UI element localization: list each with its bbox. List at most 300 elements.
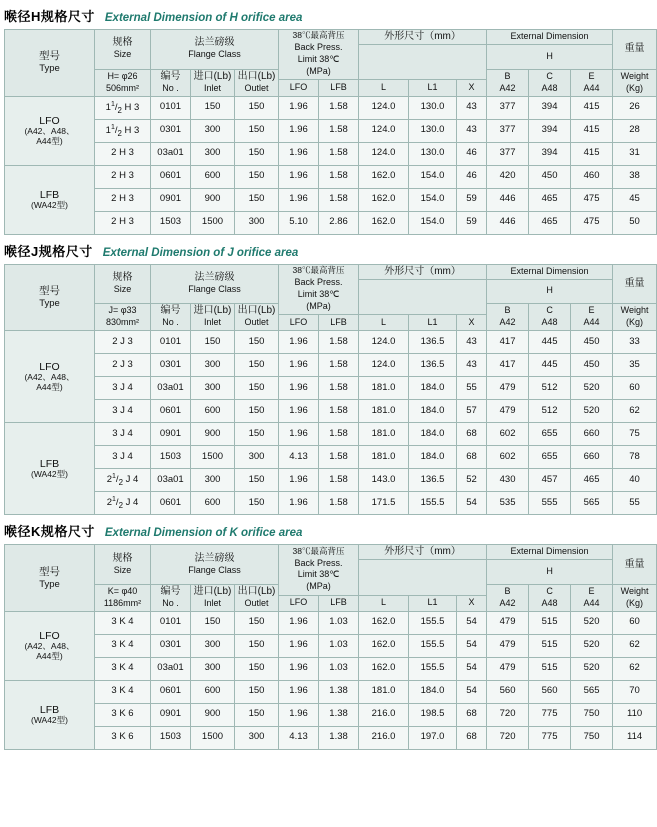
header-back-pressure: 38℃最高背压 Back Press. Limit 38℃ (MPa) <box>279 545 359 595</box>
row-type-group: LFO (A42、A48、 A44型) <box>5 331 95 423</box>
cell-b: 479 <box>487 377 529 400</box>
cell-c: 445 <box>529 331 571 354</box>
cell-l: 216.0 <box>359 703 409 726</box>
cell-lfb: 1.58 <box>319 446 359 469</box>
cell-inlet: 300 <box>191 119 235 142</box>
cell-lfb: 1.58 <box>319 188 359 211</box>
cell-x: 46 <box>457 165 487 188</box>
cell-lfb: 1.58 <box>319 354 359 377</box>
cell-l: 162.0 <box>359 657 409 680</box>
cell-lfb: 1.58 <box>319 142 359 165</box>
header-group-h: H <box>487 44 613 69</box>
header-outlet: 出口(Lb) Outlet <box>235 584 279 611</box>
header-col-e: E A44 <box>571 304 613 331</box>
header-col-c: C A48 <box>529 304 571 331</box>
row-type-group: LFO (A42、A48、 A44型) <box>5 96 95 165</box>
cell-size: 3 K 6 <box>95 703 151 726</box>
cell-lfb: 1.38 <box>319 726 359 749</box>
cell-e: 660 <box>571 423 613 446</box>
row-type-group: LFB (WA42型) <box>5 680 95 749</box>
section-title <box>0 515 620 544</box>
header-weight-en: Weight (Kg) <box>613 69 657 96</box>
cell-lfo: 1.96 <box>279 400 319 423</box>
cell-b: 417 <box>487 354 529 377</box>
cell-x: 59 <box>457 188 487 211</box>
cell-l1: 154.0 <box>409 165 457 188</box>
header-size: 规格 Size <box>95 30 151 70</box>
cell-no: 1503 <box>151 446 191 469</box>
cell-e: 415 <box>571 142 613 165</box>
table-row <box>5 680 657 703</box>
spec-table <box>4 29 657 235</box>
header-size: 规格 Size <box>95 264 151 304</box>
cell-lfo: 1.96 <box>279 142 319 165</box>
section-title-en: External Dimension of J orifice area <box>102 246 299 259</box>
cell-outlet: 150 <box>235 634 279 657</box>
cell-no: 0901 <box>151 188 191 211</box>
spec-table <box>4 544 657 750</box>
cell-inlet: 1500 <box>191 211 235 234</box>
cell-c: 394 <box>529 96 571 119</box>
cell-inlet: 300 <box>191 377 235 400</box>
header-size-value: J= φ33 830mm² <box>95 304 151 331</box>
section-title-en: External Dimension of H orifice area <box>104 12 303 24</box>
header-row <box>5 545 657 560</box>
table-row <box>5 96 657 119</box>
cell-weight: 75 <box>613 423 657 446</box>
cell-outlet: 300 <box>235 446 279 469</box>
table-row <box>5 446 657 469</box>
spec-table <box>4 264 657 516</box>
cell-b: 377 <box>487 119 529 142</box>
header-col-b: B A42 <box>487 304 529 331</box>
cell-weight: 60 <box>613 377 657 400</box>
cell-outlet: 150 <box>235 165 279 188</box>
cell-weight: 60 <box>613 611 657 634</box>
cell-c: 655 <box>529 446 571 469</box>
cell-lfb: 1.58 <box>319 119 359 142</box>
cell-e: 565 <box>571 680 613 703</box>
cell-l: 162.0 <box>359 634 409 657</box>
header-lx-spacer <box>359 44 487 80</box>
header-col-l: L <box>359 595 409 611</box>
cell-outlet: 150 <box>235 423 279 446</box>
cell-lfb: 1.58 <box>319 400 359 423</box>
cell-b: 479 <box>487 400 529 423</box>
header-flange-class: 法兰磅级 Flange Class <box>151 264 279 304</box>
cell-no: 0101 <box>151 96 191 119</box>
cell-x: 55 <box>457 377 487 400</box>
cell-weight: 26 <box>613 96 657 119</box>
cell-lfb: 1.58 <box>319 165 359 188</box>
cell-l1: 184.0 <box>409 423 457 446</box>
cell-inlet: 300 <box>191 469 235 492</box>
cell-c: 515 <box>529 657 571 680</box>
cell-outlet: 150 <box>235 377 279 400</box>
cell-l: 181.0 <box>359 423 409 446</box>
cell-outlet: 150 <box>235 142 279 165</box>
cell-c: 465 <box>529 188 571 211</box>
cell-e: 520 <box>571 657 613 680</box>
cell-size: $2^1/_2$ J 4 <box>95 469 151 492</box>
cell-b: 377 <box>487 142 529 165</box>
header-lfo: LFO <box>279 595 319 611</box>
cell-lfb: 1.58 <box>319 331 359 354</box>
cell-no: 03a01 <box>151 142 191 165</box>
header-row <box>5 264 657 279</box>
cell-weight: 45 <box>613 188 657 211</box>
row-type-group: LFO (A42、A48、 A44型) <box>5 611 95 680</box>
cell-outlet: 150 <box>235 400 279 423</box>
cell-b: 560 <box>487 680 529 703</box>
cell-c: 655 <box>529 423 571 446</box>
cell-lfo: 4.13 <box>279 726 319 749</box>
cell-l1: 197.0 <box>409 726 457 749</box>
cell-outlet: 150 <box>235 331 279 354</box>
cell-l1: 155.5 <box>409 492 457 515</box>
header-size-value: H= φ26 506mm² <box>95 69 151 96</box>
cell-l1: 184.0 <box>409 446 457 469</box>
header-lfb: LFB <box>319 80 359 96</box>
spec-section <box>0 515 649 750</box>
cell-size: 3 J 4 <box>95 400 151 423</box>
cell-no: 0901 <box>151 703 191 726</box>
header-inlet: 进口(Lb) Inlet <box>191 584 235 611</box>
cell-b: 479 <box>487 634 529 657</box>
cell-lfb: 1.38 <box>319 680 359 703</box>
header-dimension-en: External Dimension <box>487 264 613 279</box>
cell-inlet: 600 <box>191 400 235 423</box>
header-row <box>5 30 657 45</box>
cell-size: 3 K 4 <box>95 611 151 634</box>
cell-weight: 38 <box>613 165 657 188</box>
cell-no: 0301 <box>151 119 191 142</box>
cell-outlet: 150 <box>235 611 279 634</box>
cell-l: 124.0 <box>359 119 409 142</box>
cell-outlet: 150 <box>235 680 279 703</box>
cell-lfo: 1.96 <box>279 492 319 515</box>
header-flange-no: 编号 No . <box>151 304 191 331</box>
cell-size: 3 K 6 <box>95 726 151 749</box>
cell-e: 750 <box>571 703 613 726</box>
header-group-h: H <box>487 279 613 304</box>
header-weight-cn: 重量 <box>613 545 657 585</box>
cell-x: 57 <box>457 400 487 423</box>
cell-lfb: 1.03 <box>319 657 359 680</box>
header-dimension-en: External Dimension <box>487 545 613 560</box>
cell-lfb: 1.58 <box>319 492 359 515</box>
cell-outlet: 150 <box>235 657 279 680</box>
cell-outlet: 300 <box>235 726 279 749</box>
cell-l: 143.0 <box>359 469 409 492</box>
header-col-b: B A42 <box>487 584 529 611</box>
cell-no: 0601 <box>151 165 191 188</box>
cell-b: 446 <box>487 188 529 211</box>
cell-inlet: 600 <box>191 492 235 515</box>
header-flange-no: 编号 No . <box>151 69 191 96</box>
cell-l1: 130.0 <box>409 142 457 165</box>
header-lx-spacer <box>359 560 487 596</box>
cell-e: 450 <box>571 331 613 354</box>
cell-weight: 70 <box>613 680 657 703</box>
header-col-l1: L1 <box>409 595 457 611</box>
cell-e: 520 <box>571 400 613 423</box>
cell-inlet: 150 <box>191 331 235 354</box>
table-row <box>5 400 657 423</box>
cell-e: 750 <box>571 726 613 749</box>
header-weight-en: Weight (Kg) <box>613 304 657 331</box>
cell-weight: 62 <box>613 400 657 423</box>
cell-l: 124.0 <box>359 142 409 165</box>
cell-inlet: 150 <box>191 96 235 119</box>
cell-e: 460 <box>571 165 613 188</box>
section-title-cn: 喉径J规格尺寸 <box>4 243 93 259</box>
cell-weight: 35 <box>613 354 657 377</box>
cell-lfo: 1.96 <box>279 331 319 354</box>
cell-e: 450 <box>571 354 613 377</box>
cell-e: 465 <box>571 469 613 492</box>
section-title <box>0 0 620 29</box>
cell-no: 0601 <box>151 680 191 703</box>
cell-c: 555 <box>529 492 571 515</box>
header-flange-class: 法兰磅级 Flange Class <box>151 545 279 585</box>
header-lfb: LFB <box>319 315 359 331</box>
cell-lfo: 1.96 <box>279 96 319 119</box>
header-inlet: 进口(Lb) Inlet <box>191 69 235 96</box>
cell-l1: 155.5 <box>409 611 457 634</box>
cell-c: 515 <box>529 611 571 634</box>
cell-no: 0101 <box>151 611 191 634</box>
header-weight-cn: 重量 <box>613 264 657 304</box>
cell-weight: 33 <box>613 331 657 354</box>
cell-b: 430 <box>487 469 529 492</box>
cell-l: 216.0 <box>359 726 409 749</box>
header-col-c: C A48 <box>529 69 571 96</box>
cell-x: 43 <box>457 96 487 119</box>
cell-c: 394 <box>529 142 571 165</box>
cell-weight: 78 <box>613 446 657 469</box>
cell-size: 2 H 3 <box>95 165 151 188</box>
row-type-group: LFB (WA42型) <box>5 165 95 234</box>
header-lfo: LFO <box>279 80 319 96</box>
cell-l: 181.0 <box>359 446 409 469</box>
cell-weight: 62 <box>613 634 657 657</box>
cell-b: 720 <box>487 703 529 726</box>
header-outlet: 出口(Lb) Outlet <box>235 304 279 331</box>
header-dimension-en: External Dimension <box>487 30 613 45</box>
cell-size: $1^1/_2$ H 3 <box>95 119 151 142</box>
cell-no: 0601 <box>151 400 191 423</box>
cell-lfb: 1.58 <box>319 423 359 446</box>
spec-section <box>0 0 649 235</box>
cell-no: 0901 <box>151 423 191 446</box>
header-weight-en: Weight (Kg) <box>613 584 657 611</box>
cell-l1: 130.0 <box>409 96 457 119</box>
header-col-l: L <box>359 315 409 331</box>
cell-l1: 136.5 <box>409 331 457 354</box>
table-row <box>5 726 657 749</box>
header-dimension-cn: 外形尺寸（mm） <box>359 264 487 279</box>
cell-size: 2 H 3 <box>95 188 151 211</box>
cell-weight: 31 <box>613 142 657 165</box>
cell-outlet: 150 <box>235 354 279 377</box>
table-row <box>5 354 657 377</box>
cell-weight: 50 <box>613 211 657 234</box>
cell-lfo: 1.96 <box>279 377 319 400</box>
cell-inlet: 1500 <box>191 446 235 469</box>
table-row <box>5 331 657 354</box>
cell-x: 68 <box>457 703 487 726</box>
cell-b: 602 <box>487 446 529 469</box>
table-row <box>5 211 657 234</box>
cell-c: 515 <box>529 634 571 657</box>
cell-l1: 154.0 <box>409 211 457 234</box>
cell-inlet: 600 <box>191 165 235 188</box>
cell-size: 3 K 4 <box>95 634 151 657</box>
cell-x: 43 <box>457 331 487 354</box>
header-lfo: LFO <box>279 315 319 331</box>
header-type: 型号 Type <box>5 264 95 331</box>
cell-size: $2^1/_2$ J 4 <box>95 492 151 515</box>
cell-size: $1^1/_2$ H 3 <box>95 96 151 119</box>
cell-l1: 154.0 <box>409 188 457 211</box>
cell-lfb: 1.03 <box>319 611 359 634</box>
header-col-e: E A44 <box>571 69 613 96</box>
cell-c: 445 <box>529 354 571 377</box>
cell-l1: 198.5 <box>409 703 457 726</box>
header-type: 型号 Type <box>5 545 95 612</box>
cell-c: 775 <box>529 703 571 726</box>
cell-e: 475 <box>571 211 613 234</box>
cell-size: 2 J 3 <box>95 354 151 377</box>
header-col-l1: L1 <box>409 315 457 331</box>
cell-e: 415 <box>571 119 613 142</box>
header-back-pressure: 38℃最高背压 Back Press. Limit 38℃ (MPa) <box>279 264 359 314</box>
cell-no: 0601 <box>151 492 191 515</box>
cell-x: 68 <box>457 726 487 749</box>
cell-outlet: 150 <box>235 492 279 515</box>
cell-x: 54 <box>457 492 487 515</box>
cell-lfo: 1.96 <box>279 611 319 634</box>
cell-size: 3 K 4 <box>95 680 151 703</box>
header-col-x: X <box>457 595 487 611</box>
cell-l: 181.0 <box>359 400 409 423</box>
cell-lfo: 1.96 <box>279 703 319 726</box>
cell-weight: 62 <box>613 657 657 680</box>
header-col-l: L <box>359 80 409 96</box>
cell-l: 124.0 <box>359 331 409 354</box>
cell-outlet: 300 <box>235 211 279 234</box>
cell-c: 457 <box>529 469 571 492</box>
cell-c: 394 <box>529 119 571 142</box>
cell-no: 0101 <box>151 331 191 354</box>
table-row <box>5 657 657 680</box>
cell-size: 3 J 4 <box>95 446 151 469</box>
cell-weight: 55 <box>613 492 657 515</box>
cell-x: 54 <box>457 657 487 680</box>
cell-no: 03a01 <box>151 469 191 492</box>
section-title-cn: 喉径K规格尺寸 <box>4 524 95 540</box>
cell-x: 46 <box>457 142 487 165</box>
cell-l1: 184.0 <box>409 377 457 400</box>
cell-x: 54 <box>457 680 487 703</box>
cell-outlet: 150 <box>235 703 279 726</box>
cell-inlet: 300 <box>191 142 235 165</box>
cell-l: 162.0 <box>359 165 409 188</box>
cell-x: 43 <box>457 119 487 142</box>
section-title-en: External Dimension of K orifice area <box>104 527 303 540</box>
table-row <box>5 188 657 211</box>
cell-size: 3 J 4 <box>95 377 151 400</box>
cell-lfo: 1.96 <box>279 657 319 680</box>
table-row <box>5 634 657 657</box>
cell-no: 03a01 <box>151 377 191 400</box>
cell-l1: 130.0 <box>409 119 457 142</box>
cell-inlet: 300 <box>191 354 235 377</box>
header-col-l1: L1 <box>409 80 457 96</box>
cell-lfo: 1.96 <box>279 634 319 657</box>
table-row <box>5 142 657 165</box>
table-row <box>5 119 657 142</box>
cell-outlet: 150 <box>235 119 279 142</box>
cell-l1: 184.0 <box>409 680 457 703</box>
cell-x: 54 <box>457 611 487 634</box>
cell-x: 43 <box>457 354 487 377</box>
cell-l: 162.0 <box>359 211 409 234</box>
cell-l1: 155.5 <box>409 634 457 657</box>
cell-b: 535 <box>487 492 529 515</box>
cell-l: 181.0 <box>359 377 409 400</box>
header-outlet: 出口(Lb) Outlet <box>235 69 279 96</box>
cell-e: 660 <box>571 446 613 469</box>
table-row <box>5 377 657 400</box>
cell-no: 0301 <box>151 354 191 377</box>
cell-outlet: 150 <box>235 188 279 211</box>
table-row <box>5 469 657 492</box>
cell-e: 520 <box>571 377 613 400</box>
header-back-pressure: 38℃最高背压 Back Press. Limit 38℃ (MPa) <box>279 30 359 80</box>
cell-outlet: 150 <box>235 96 279 119</box>
cell-no: 1503 <box>151 726 191 749</box>
header-col-x: X <box>457 315 487 331</box>
cell-e: 565 <box>571 492 613 515</box>
header-col-x: X <box>457 80 487 96</box>
cell-l: 162.0 <box>359 188 409 211</box>
cell-l1: 136.5 <box>409 469 457 492</box>
cell-e: 520 <box>571 634 613 657</box>
header-inlet: 进口(Lb) Inlet <box>191 304 235 331</box>
cell-lfo: 1.96 <box>279 165 319 188</box>
cell-size: 2 H 3 <box>95 142 151 165</box>
cell-e: 415 <box>571 96 613 119</box>
cell-size: 2 H 3 <box>95 211 151 234</box>
cell-l1: 155.5 <box>409 657 457 680</box>
cell-c: 450 <box>529 165 571 188</box>
cell-lfb: 1.38 <box>319 703 359 726</box>
cell-l: 124.0 <box>359 96 409 119</box>
header-flange-class: 法兰磅级 Flange Class <box>151 30 279 70</box>
cell-weight: 28 <box>613 119 657 142</box>
cell-inlet: 900 <box>191 703 235 726</box>
cell-weight: 40 <box>613 469 657 492</box>
cell-lfo: 1.96 <box>279 680 319 703</box>
cell-l1: 136.5 <box>409 354 457 377</box>
cell-x: 59 <box>457 211 487 234</box>
cell-lfo: 4.13 <box>279 446 319 469</box>
header-lx-spacer <box>359 279 487 315</box>
cell-size: 2 J 3 <box>95 331 151 354</box>
cell-no: 0301 <box>151 634 191 657</box>
